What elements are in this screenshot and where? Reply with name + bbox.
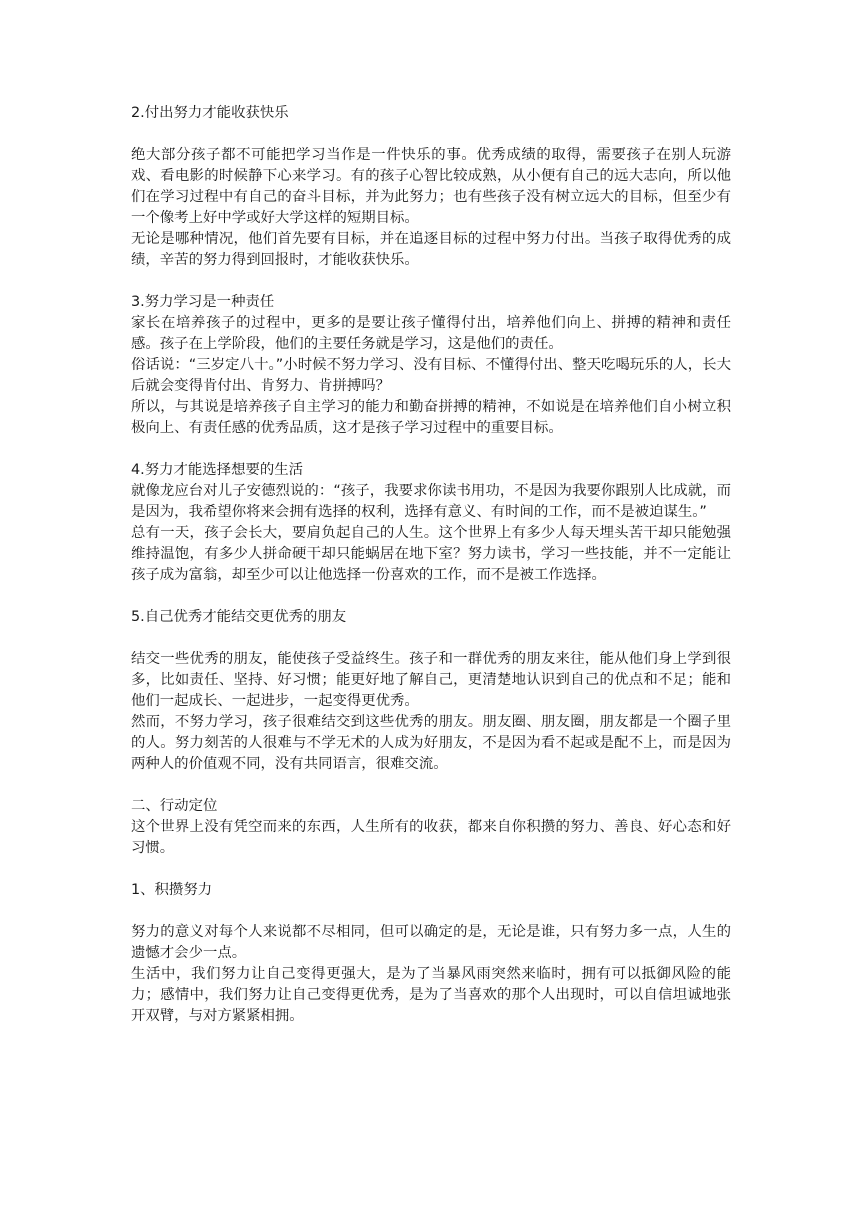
paragraph: 绝大部分孩子都不可能把学习当作是一件快乐的事。优秀成绩的取得，需要孩子在别人玩游戏、看电影的时候静下心来学习。有的孩子心智比较成熟，从小便有自己的远大志向，所以他们在学习过程中有自己的奋斗目标，并为此努力；也有些孩子没有树立远大的目标，但至少有一个像考上好中学或好大学这样的短期目标。 (131, 147, 731, 226)
document-body (131, 103, 731, 1027)
paragraph: 就像龙应台对儿子安德烈说的：“孩子，我要求你读书用功，不是因为我要你跟别人比成就，而是因为，我希望你将来会拥有选择的权利，选择有意义、有时间的工作，而不是被迫谋生。” (131, 483, 731, 520)
blank-line (131, 901, 731, 922)
section-heading: 2.付出努力才能收获快乐 (131, 105, 289, 121)
section-heading: 3.努力学习是一种责任 (131, 294, 275, 310)
section-heading: 4.努力才能选择想要的生活 (131, 462, 304, 478)
paragraph: 然而，不努力学习，孩子很难结交到这些优秀的朋友。朋友圈、朋友圈，朋友都是一个圈子里的人。努力刻苦的人很难与不学无术的人成为好朋友，不是因为看不起或是配不上，而是因为两种人的价值观不同，没有共同语言，很难交流。 (131, 714, 731, 772)
blank-line (131, 859, 731, 880)
blank-line (131, 586, 731, 607)
section-heading: 1、积攒努力 (131, 882, 213, 898)
paragraph: 俗话说：“三岁定八十。”小时候不努力学习、没有目标、不懂得付出、整天吃喝玩乐的人，长大后就会变得肯付出、肯努力、肯拼搏吗？ (131, 357, 731, 394)
paragraph: 无论是哪种情况，他们首先要有目标，并在追逐目标的过程中努力付出。当孩子取得优秀的成绩，辛苦的努力得到回报时，才能收获快乐。 (131, 231, 731, 268)
paragraph: 所以，与其说是培养孩子自主学习的能力和勤奋拼搏的精神，不如说是在培养他们自小树立积极向上、有责任感的优秀品质，这才是孩子学习过程中的重要目标。 (131, 399, 731, 436)
blank-line (131, 271, 731, 292)
blank-line (131, 124, 731, 145)
blank-line (131, 628, 731, 649)
paragraph: 这个世界上没有凭空而来的东西，人生所有的收获，都来自你积攒的努力、善良、好心态和好习惯。 (131, 819, 731, 856)
section-heading: 二、行动定位 (131, 798, 218, 814)
paragraph: 总有一天，孩子会长大，要肩负起自己的人生。这个世界上有多少人每天埋头苦干却只能勉强维持温饱，有多少人拼命硬干却只能蜗居在地下室？努力读书，学习一些技能，并不一定能让孩子成为富翁，却至少可以让他选择一份喜欢的工作，而不是被工作选择。 (131, 525, 731, 583)
paragraph: 努力的意义对每个人来说都不尽相同，但可以确定的是，无论是谁，只有努力多一点，人生的遗憾才会少一点。 (131, 924, 731, 961)
paragraph: 家长在培养孩子的过程中，更多的是要让孩子懂得付出，培养他们向上、拼搏的精神和责任感。孩子在上学阶段，他们的主要任务就是学习，这是他们的责任。 (131, 315, 731, 352)
blank-line (131, 439, 731, 460)
section-heading: 5.自己优秀才能结交更优秀的朋友 (131, 609, 347, 625)
paragraph: 结交一些优秀的朋友，能使孩子受益终生。孩子和一群优秀的朋友来往，能从他们身上学到很多，比如责任、坚持、好习惯；能更好地了解自己，更清楚地认识到自己的优点和不足；能和他们一起成长、一起进步，一起变得更优秀。 (131, 651, 731, 709)
paragraph: 生活中，我们努力让自己变得更强大，是为了当暴风雨突然来临时，拥有可以抵御风险的能力；感情中，我们努力让自己变得更优秀，是为了当喜欢的那个人出现时，可以自信坦诚地张开双臂，与对方紧紧相拥。 (131, 966, 731, 1024)
blank-line (131, 775, 731, 796)
